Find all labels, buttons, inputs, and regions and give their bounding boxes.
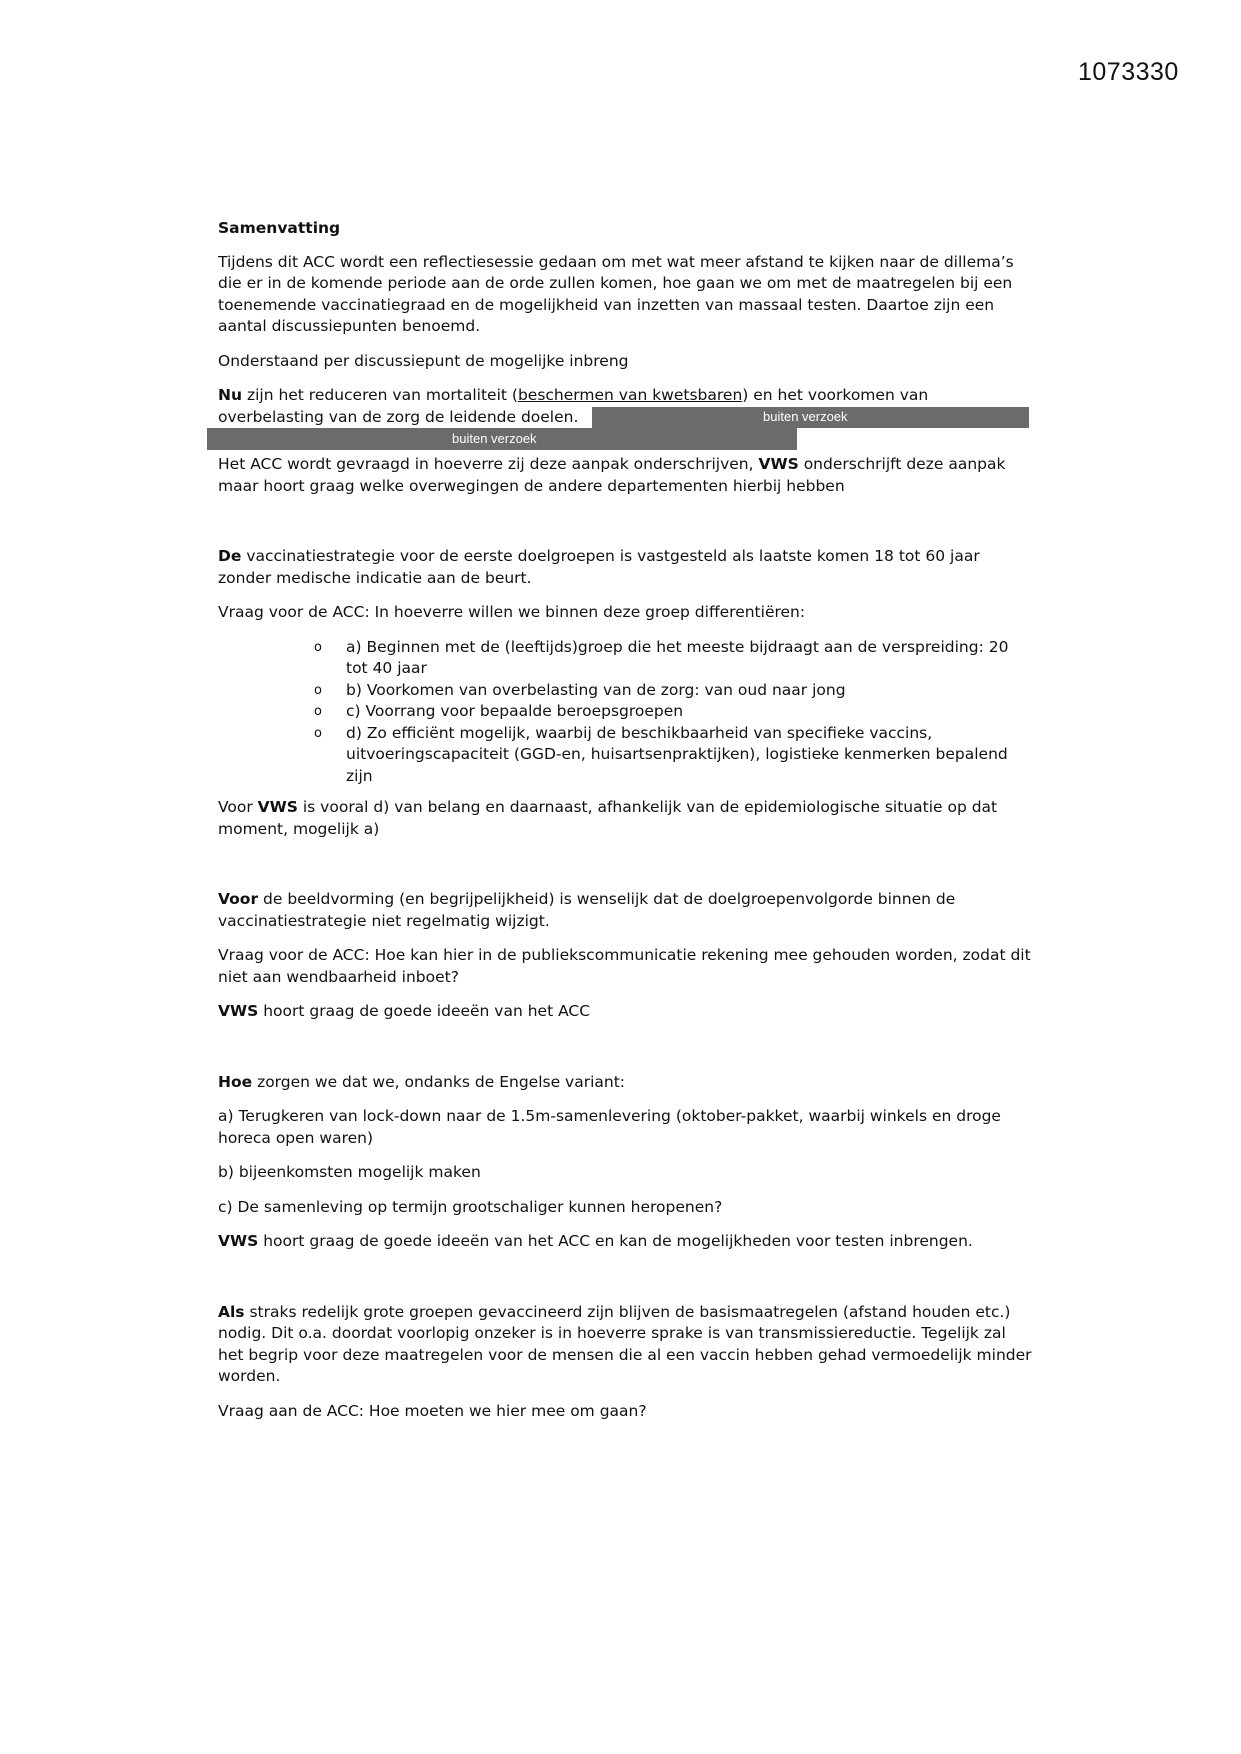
option-text: b) Voorkomen van overbelasting van de zorg: van oud naar jong [346, 680, 846, 699]
section1-text-a: zijn het reduceren van mortaliteit ( [242, 386, 518, 404]
section5-question: Vraag aan de ACC: Hoe moeten we hier mee om gaan? [218, 1401, 647, 1420]
section2-options [218, 637, 1033, 788]
list-item [218, 723, 1033, 788]
redaction-block-2 [207, 428, 797, 450]
section1-text-b: ) en het voorkomen van overbelasting van de zorg de leidende doelen. [218, 386, 929, 426]
option-text: d) Zo efficiënt mogelijk, waarbij de beschikbaarheid van specifieke vaccins, uitvoeringscapaciteit (GGD-en, huisartsenpraktijken), logistieke kenmerken bepalend zijn [346, 723, 1008, 785]
section4-paragraph [218, 1072, 1033, 1094]
section2-closing-text-a: Voor [218, 798, 258, 816]
document-number: 1073330 [1078, 58, 1179, 86]
section2-question: Vraag voor de ACC: In hoeverre willen we binnen deze groep differentiëren: [218, 603, 806, 621]
section3-question: Vraag voor de ACC: Hoe kan hier in de publiekscommunicatie rekening mee gehouden worden, zodat dit niet aan wendbaarheid inboet? [218, 946, 1031, 986]
section4-item-c: c) De samenleving op termijn grootschaliger kunnen heropenen? [218, 1197, 723, 1216]
section2-closing [218, 797, 1033, 840]
section2-text: vaccinatiestrategie voor de eerste doelgroepen is vastgesteld als laatste komen 18 tot 60 jaar zonder medische indicatie aan de beurt. [218, 547, 980, 587]
list-item [218, 680, 1033, 702]
section1-followup-bold: VWS [758, 455, 799, 473]
bullet-icon: o [314, 682, 322, 698]
section4-closing-bold: VWS [218, 1232, 259, 1250]
section3-closing-text: hoort graag de goede ideeën van het ACC [258, 1002, 591, 1020]
section1-underlined: beschermen van kwetsbaren [517, 386, 743, 404]
section4-closing [218, 1231, 1033, 1253]
section4-item-b: b) bijeenkomsten mogelijk maken [218, 1163, 481, 1181]
bullet-icon: o [314, 704, 322, 719]
section2-closing-bold: VWS [257, 798, 298, 816]
section2-lead: De [218, 547, 242, 565]
bullet-icon: o [314, 639, 322, 655]
section5-lead: Als [218, 1302, 245, 1321]
section4-text: zorgen we dat we, ondanks de Engelse variant: [252, 1072, 626, 1091]
section1-followup [218, 454, 1033, 497]
section3-text: de beeldvorming (en begrijpelijkheid) is wenselijk dat de doelgroepenvolgorde binnen de vaccinatiestrategie niet regelmatig wijzigt. [218, 890, 956, 930]
summary-heading: Samenvatting [218, 219, 341, 237]
redaction-block-1 [592, 407, 1029, 428]
section1-followup-text-a: Het ACC wordt gevraagd in hoeverre zij deze aanpak onderschrijven, [218, 455, 759, 473]
section1-followup-text-b: onderschrijft deze aanpak maar hoort graag welke overwegingen de andere departementen hierbij hebben [218, 455, 1006, 495]
section4-lead: Hoe [218, 1072, 253, 1091]
option-text: a) Beginnen met de (leeftijds)groep die het meeste bijdraagt aan de verspreiding: 20 tot 40 jaar [346, 637, 1009, 677]
section3-paragraph [218, 889, 1033, 932]
section1-lead: Nu [218, 386, 243, 404]
bullet-icon: o [314, 725, 322, 741]
list-item [218, 701, 1033, 723]
section3-lead: Voor [218, 890, 259, 908]
section5-paragraph [218, 1302, 1033, 1388]
section4-item-a: a) Terugkeren van lock-down naar de 1.5m-samenlevering (oktober-pakket, waarbij winkels en droge horeca open waren) [218, 1107, 1001, 1147]
section3-closing-bold: VWS [218, 1002, 259, 1020]
list-item [218, 637, 1033, 680]
sub-intro-paragraph: Onderstaand per discussiepunt de mogelijke inbreng [218, 351, 629, 370]
section2-paragraph [218, 546, 1033, 589]
section4-closing-text: hoort graag de goede ideeën van het ACC en kan de mogelijkheden voor testen inbrengen. [258, 1232, 973, 1250]
redaction-label-1: buiten verzoek [763, 409, 848, 424]
intro-paragraph: Tijdens dit ACC wordt een reflectiesessie gedaan om met wat meer afstand te kijken naar de dillema’s die er in de komende periode aan de orde zullen komen, hoe gaan we om met de maatregelen bij een toenemende vaccinatiegraad en de mogelijkheid van inzetten van massaal testen. Daartoe zijn een aantal discussiepunten benoemd. [218, 252, 1014, 335]
section3-closing [218, 1001, 1033, 1023]
section2-closing-text-b: is vooral d) van belang en daarnaast, afhankelijk van de epidemiologische situatie op dat moment, mogelijk a) [218, 798, 998, 838]
redaction-label-2: buiten verzoek [452, 431, 537, 446]
section5-text: straks redelijk grote groepen gevaccineerd zijn blijven de basismaatregelen (afstand houden etc.) nodig. Dit o.a. doordat voorlopig onzeker is in hoeverre sprake is van transmissiereductie. Tegelijk zal het begrip voor deze maatregelen voor de mensen die al een vaccin hebben gehad vermoedelijk minder worden. [218, 1302, 1032, 1385]
option-text: c) Voorrang voor bepaalde beroepsgroepen [346, 702, 684, 720]
document-body [218, 218, 1033, 1435]
